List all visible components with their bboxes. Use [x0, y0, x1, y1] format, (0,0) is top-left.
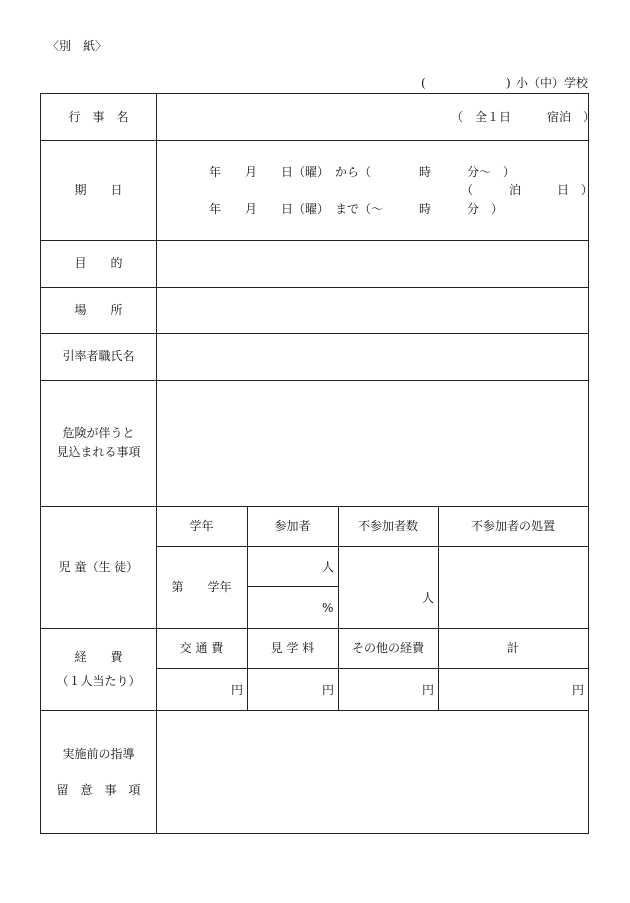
- period-nights-line: （ 泊 日 ）: [461, 183, 594, 197]
- expenses-label-line1: 経 費: [74, 650, 123, 664]
- guidance-label-line1: 実施前の指導: [62, 746, 135, 761]
- nonparticipants-people-unit: 人: [422, 591, 435, 605]
- school-suffix: 小（中）学校: [516, 76, 589, 90]
- event-name-label: 行 事 名: [68, 109, 129, 124]
- period-end-line: 年 月 日（曜） まで（～ 時 分 ）: [209, 202, 504, 216]
- col-total-header: 計: [506, 640, 519, 655]
- school-paren-open: (: [421, 76, 426, 90]
- grade-value: 第 学年: [171, 579, 232, 594]
- danger-label-line2: 見込まれる事項: [56, 445, 141, 459]
- expenses-label-line2: （１人当たり）: [56, 674, 141, 688]
- guidance-label: [41, 710, 156, 833]
- period-label: 期 日: [74, 182, 123, 197]
- school-paren-close: ): [506, 76, 511, 90]
- total-yen-unit: 円: [572, 683, 585, 697]
- col-participants-header: 参加者: [274, 518, 311, 533]
- admission-yen-unit: 円: [322, 683, 335, 697]
- col-admission-header: 見 学 料: [270, 640, 315, 655]
- col-transport-header: 交 通 費: [179, 640, 224, 655]
- transport-yen-unit: 円: [231, 683, 244, 697]
- guidance-label-line2: 留 意 事 項: [56, 782, 141, 797]
- col-handling-header: 不参加者の処置: [470, 518, 555, 533]
- expenses-label: [41, 628, 156, 710]
- danger-label: [41, 380, 156, 506]
- place-label: 場 所: [74, 302, 123, 317]
- participants-percent-unit: %: [322, 601, 334, 615]
- activity-form-table: [40, 93, 596, 834]
- purpose-label: 目 的: [74, 256, 123, 271]
- danger-label-line1: 危険が伴うと: [62, 426, 135, 441]
- period-start-line: 年 月 日（曜） から（ 時 分～ ）: [209, 165, 516, 179]
- participants-people-unit: 人: [322, 560, 335, 574]
- col-grade-header: 学年: [189, 518, 214, 533]
- leader-label: 引率者職氏名: [62, 349, 135, 364]
- event-duration-text: （ 全１日 宿泊 ）: [451, 110, 596, 124]
- attachment-label: 〈別 紙〉: [47, 39, 108, 53]
- col-nonparticipants-header: 不参加者数: [357, 518, 418, 533]
- students-label: 児 童（生 徒）: [58, 559, 139, 574]
- col-other-header: その他の経費: [351, 640, 424, 655]
- other-yen-unit: 円: [422, 683, 435, 697]
